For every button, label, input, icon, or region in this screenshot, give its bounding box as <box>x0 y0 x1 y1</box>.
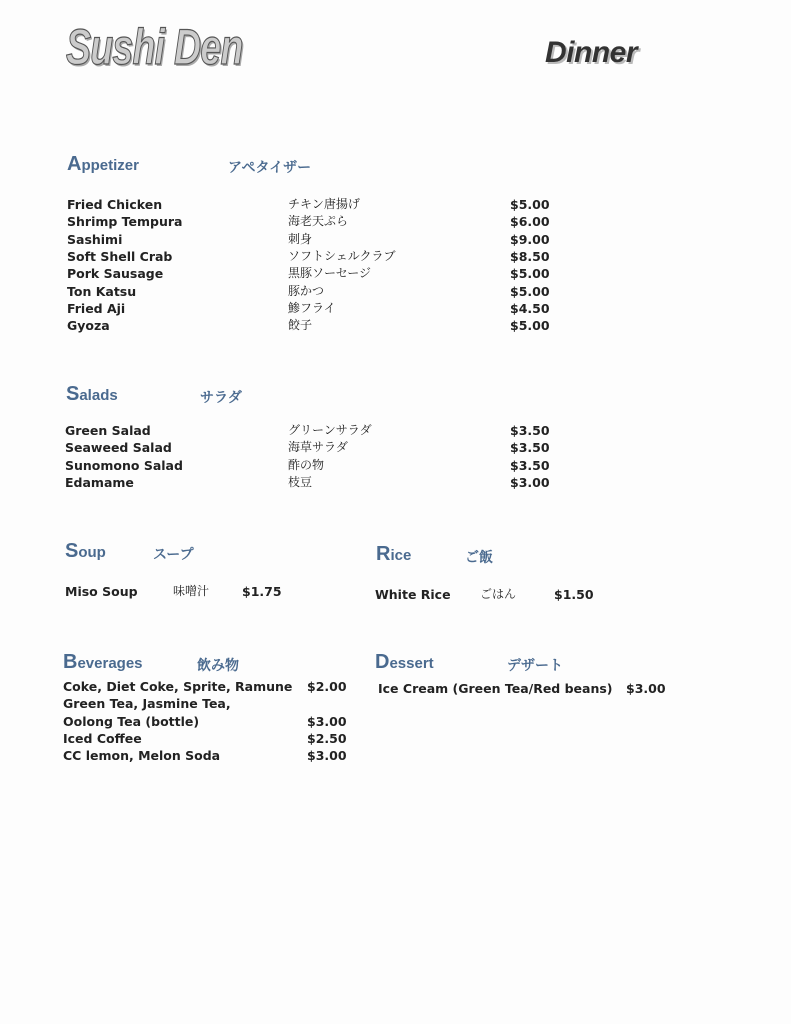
item-price: $2.50 <box>307 730 347 746</box>
item-jp: ごはん <box>480 587 517 601</box>
item-name: Seaweed Salad <box>65 440 172 456</box>
item-price: $6.00 <box>510 214 550 230</box>
item-price: $2.00 <box>307 679 347 694</box>
item-price: $3.50 <box>510 423 550 438</box>
item-name: Edamame <box>65 474 134 490</box>
item-jp: 豚かつ <box>288 283 325 298</box>
meal-title: Dinner <box>545 36 638 69</box>
item-price: $8.50 <box>510 248 550 264</box>
item-name: CC lemon, Melon Soda <box>63 748 221 764</box>
item-jp: グリーンサラダ <box>288 423 372 437</box>
beverages-heading-jp: 飲み物 <box>197 658 239 674</box>
item-name: Green Tea, Jasmine Tea, <box>63 696 231 712</box>
item-name: Soft Shell Crab <box>67 248 173 264</box>
item-price: $3.00 <box>510 474 550 490</box>
salads-heading: Salads <box>66 383 118 405</box>
item-price: $5.00 <box>510 283 550 299</box>
item-name: Gyoza <box>67 318 110 334</box>
item-price: $3.50 <box>510 457 550 473</box>
beverages-heading: Beverages <box>63 651 143 673</box>
item-price: $3.00 <box>626 681 666 696</box>
item-jp: 海老天ぷら <box>288 214 349 229</box>
item-price: $3.00 <box>307 748 347 764</box>
item-name: Miso Soup <box>65 584 138 599</box>
restaurant-logo: Sushi Den <box>66 19 243 75</box>
item-price: $1.75 <box>242 584 282 599</box>
soup-heading-jp: スープ <box>153 547 194 563</box>
item-name: Fried Aji <box>67 300 126 316</box>
item-jp: 刺身 <box>288 231 313 246</box>
item-price: $9.00 <box>510 231 550 247</box>
item-price: $4.50 <box>510 300 550 316</box>
rice-heading-jp: ご飯 <box>465 550 493 566</box>
item-name: Sunomono Salad <box>65 457 183 473</box>
item-name: Ton Katsu <box>67 283 137 299</box>
item-price: $5.00 <box>510 197 550 212</box>
item-name: White Rice <box>375 587 451 602</box>
item-name: Shrimp Tempura <box>67 214 183 230</box>
item-jp: 味噌汁 <box>173 584 210 598</box>
rice-heading: Rice <box>376 543 412 565</box>
item-price: $5.00 <box>510 318 550 334</box>
item-name: Pork Sausage <box>67 266 164 282</box>
item-jp: 酢の物 <box>288 457 325 472</box>
item-name: Iced Coffee <box>63 730 142 746</box>
item-jp: 黒豚ソーセージ <box>288 266 372 281</box>
item-jp: 餃子 <box>288 318 313 333</box>
item-name: Fried Chicken <box>67 197 163 212</box>
item-name: Coke, Diet Coke, Sprite, Ramune <box>63 679 293 694</box>
dessert-heading: Dessert <box>375 651 434 673</box>
item-price: $5.00 <box>510 266 550 282</box>
item-jp: チキン唐揚げ <box>288 197 360 211</box>
item-name: Oolong Tea (bottle) <box>63 713 200 729</box>
salads-heading-jp: サラダ <box>200 390 242 406</box>
appetizer-heading-jp: アペタイザー <box>228 160 312 176</box>
soup-heading: Soup <box>65 540 106 562</box>
item-jp: ソフトシェルクラブ <box>288 248 396 263</box>
item-price: $1.50 <box>554 587 594 602</box>
appetizer-heading: Appetizer <box>67 153 139 175</box>
item-name: Green Salad <box>65 423 151 438</box>
item-jp: 鯵フライ <box>288 300 336 315</box>
item-price: $3.50 <box>510 440 550 456</box>
item-name: Ice Cream (Green Tea/Red beans) <box>378 681 613 696</box>
item-jp: 枝豆 <box>288 474 313 489</box>
item-name: Sashimi <box>67 231 123 247</box>
dessert-heading-jp: デザート <box>507 658 563 674</box>
item-jp: 海草サラダ <box>288 440 348 455</box>
item-price: $3.00 <box>307 713 347 729</box>
